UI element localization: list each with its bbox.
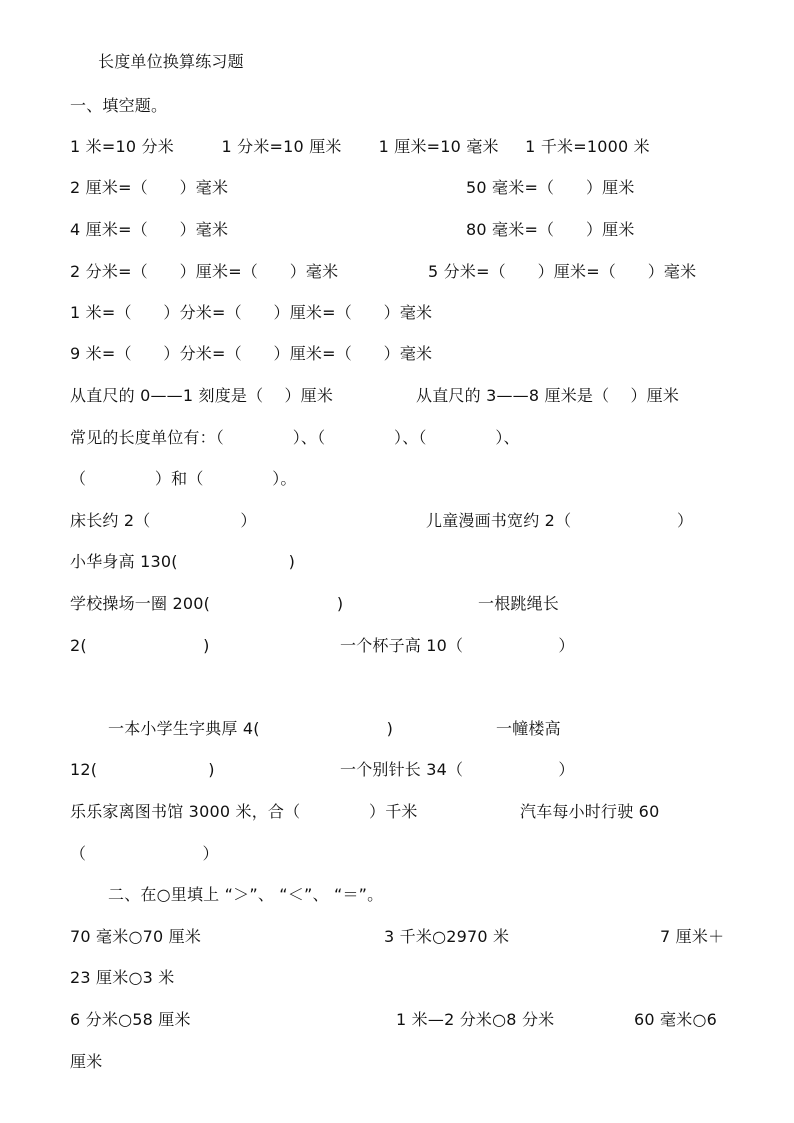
section2-heading: 二、在○里填上 “＞”、 “＜”、 “＝”。 <box>108 885 384 904</box>
question-line: 2 厘米=（ ）毫米 <box>70 178 229 197</box>
question-line: 从直尺的 0——1 刻度是（ ）厘米 <box>70 386 334 405</box>
comparison-line: 厘米 <box>70 1052 103 1071</box>
question-line: 9 米=（ ）分米=（ ）厘米=（ ）毫米 <box>70 344 433 363</box>
question-line: 5 分米=（ ）厘米=（ ）毫米 <box>428 262 697 281</box>
question-line: 一幢楼高 <box>496 719 561 738</box>
question-line: 一根跳绳长 <box>478 594 560 613</box>
question-line: 80 毫米=（ ）厘米 <box>466 220 635 239</box>
conversion-facts: 1 米=10 分米 1 分米=10 厘米 1 厘米=10 毫米 1 千米=1000 米 <box>70 137 650 156</box>
comparison-line: 6 分米○58 厘米 <box>70 1010 191 1029</box>
question-line: 小华身高 130( ) <box>70 552 296 571</box>
section1-heading: 一、填空题。 <box>70 96 168 115</box>
comparison-line: 70 毫米○70 厘米 <box>70 927 202 946</box>
question-line: 乐乐家离图书馆 3000 米，合（ ）千米 <box>70 802 418 821</box>
question-line: （ ） <box>70 844 219 863</box>
question-line: 从直尺的 3——8 厘米是（ ）厘米 <box>416 386 680 405</box>
question-line: 常见的长度单位有：（ ）、（ ）、（ ）、 <box>70 428 520 447</box>
question-line: 一个别针长 34（ ） <box>340 760 575 779</box>
question-line: 床长约 2（ ） <box>70 511 257 530</box>
comparison-line: 3 千米○2970 米 <box>384 927 510 946</box>
question-line: 2 分米=（ ）厘米=（ ）毫米 <box>70 262 339 281</box>
question-line: 儿童漫画书宽约 2（ ） <box>426 511 694 530</box>
question-line: 一本小学生字典厚 4( ) <box>108 719 394 738</box>
question-line: 学校操场一圈 200( ) <box>70 594 344 613</box>
question-line: 50 毫米=（ ）厘米 <box>466 178 635 197</box>
worksheet-title: 长度单位换算练习题 <box>98 52 244 71</box>
question-line: 12( ) <box>70 760 215 779</box>
question-line: 4 厘米=（ ）毫米 <box>70 220 229 239</box>
question-line: 1 米=（ ）分米=（ ）厘米=（ ）毫米 <box>70 303 433 322</box>
question-line: 2( ) <box>70 636 210 655</box>
question-line: （ ）和（ ）。 <box>70 469 297 488</box>
question-line: 汽车每小时行驶 60 <box>520 802 660 821</box>
comparison-line: 23 厘米○3 米 <box>70 968 175 987</box>
comparison-line: 60 毫米○6 <box>634 1010 717 1029</box>
comparison-line: 1 米—2 分米○8 分米 <box>396 1010 555 1029</box>
question-line: 一个杯子高 10（ ） <box>340 636 575 655</box>
comparison-line: 7 厘米＋ <box>660 927 725 946</box>
